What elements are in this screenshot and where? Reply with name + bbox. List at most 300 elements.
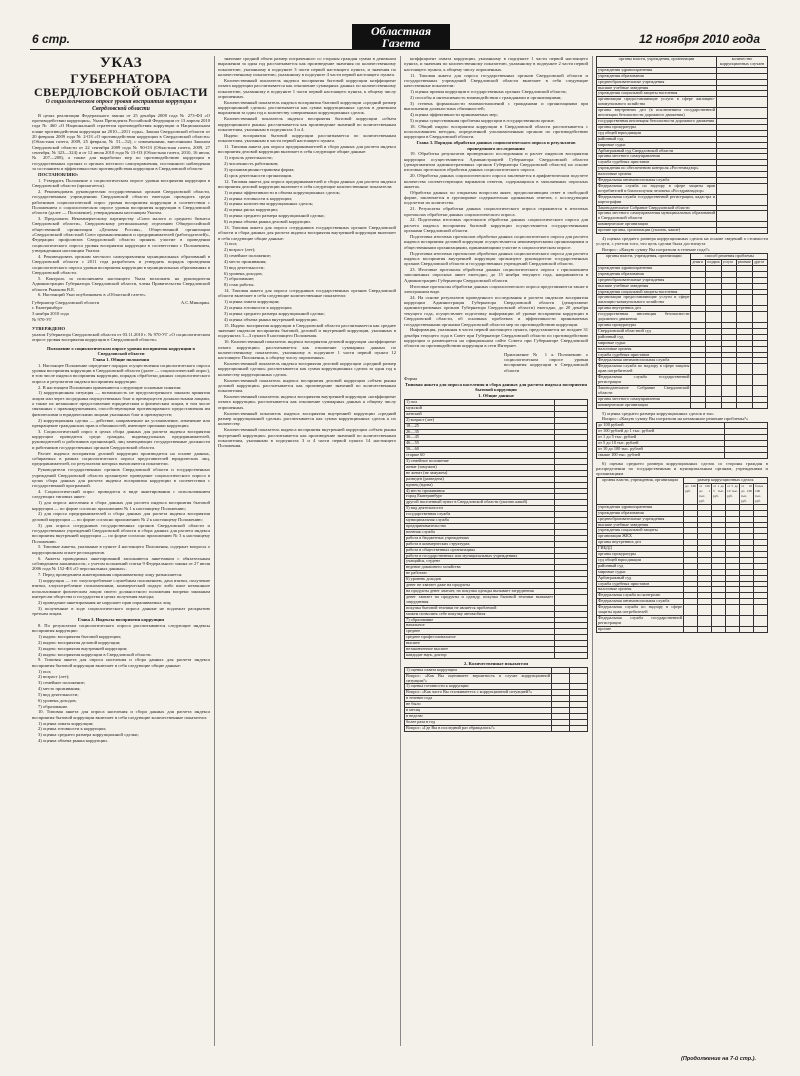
row-value [726,616,740,627]
column-4 [596,56,768,1036]
row-label: Федеральная антимонопольная служба [597,178,717,184]
row-label: работа в бюджетных учреждениях [405,535,555,541]
row-label: 4) место проживания [405,488,555,494]
reg-para: Индекс восприятия бытовой коррупции рассчитывается по количественным показателям, указанным в части первой настоящего пункта. [218,132,396,144]
row-value [721,375,736,386]
row-label: работа в коммерческих структурах [405,541,555,547]
form-label: Форма [404,376,418,382]
reg-para: 4) место проживания; [224,258,267,264]
row-label: муниципальная служба [405,518,555,524]
row-label: среднеобразовательные учреждения [597,277,691,283]
reg-para: 1) коррупционная ситуация — возможность не предусмотренного законом принятия лицом или через посредника имущественных благ и преимуществ должностными лицами, а также их незаконное предоставление юридическим и физическим лицам, в том числе связанных с правонарушениями, способствующими противоправного предоставления им физическими и юридическими лицами указанных благ и преимуществ; [32,390,210,417]
reg-para: Количественный показатель индекса восприятия бытовой коррупции «средний размер коррупционной сделки» рассчитывается как сумма коррупционных сделок в денежном выражении за один год к количеству совершенных коррупционных сделок. [218,99,396,116]
row-label: высшее [405,641,555,647]
row-value [706,295,721,306]
row-label: районный суд [597,563,684,569]
row-label: в течение года [405,696,552,702]
reg-para: 3. Социологический опрос в целях сбора данных для расчета индекса восприятия коррупции проводится среди граждан, индивидуальных предпринимателей, руководителей и работников организаций, лиц замещающих государственные должности и работников государственных органов Свердловской области. [32,428,210,450]
row-label: учреждения здравоохранения [597,67,717,73]
row-value [698,626,712,632]
size-column-header: другое [753,260,768,266]
reg-para: 18. Общий индекс восприятия коррупции в Свердловской области рассчитывается с использованием методик, определенной уполномоченным органом по противодействию коррупции в Свердловской области. [404,123,588,140]
row-value [736,312,752,323]
row-value [754,626,768,632]
table-row [405,673,588,684]
row-label: в неделю [405,713,552,719]
decree-title-2: ГУБЕРНАТОРА [70,70,172,86]
reg-para: 2) коррупционная сделка — действие, направленное на установление, изменение или прекращение гражданских прав и обязанностей, имеющее признаки коррупции; [32,417,210,428]
decree-ordering-word: ПОСТАНОВЛЯЮ: [38,171,79,177]
reg-para: 3) семейное положение; [224,253,272,259]
reg-para: 3) организационно-правовая форма; [224,166,295,172]
row-label: Федеральная служба по контролю [597,593,684,599]
reg-para: 22. Подготовка итоговых протоколов обработки данных социологического опроса для расчета индекса восприятия бытовой коррупции осуществляется государственными органами Свердловской области. [404,217,588,234]
row-value [706,402,721,408]
row-label: мировые судьи [597,142,717,148]
reg-para: 4) оценка эффективности принимаемых мер; [410,111,498,117]
sum-label: от 100 рублей до 1 тыс. рублей [597,429,725,435]
row-label: город Екатеринбург [405,494,555,500]
reg-para: 2) для опроса предпринимателей и сбора данных для расчета индекса восприятия деловой коррупции — по форме согласно приложению № 2 к настоящему Положению; [32,511,210,522]
row-label: учреждения здравоохранения [597,265,691,271]
reg-para: значение средний объем размер потраченного со стороны граждан сумма в денежном выражении за один год рассчитывается как произведение значения по количественному показателю, указанному в подпункте 3 части первой настоящего пункта, и значения по количественному показателю, указанному в подпункте 4 части первой настоящего пункта. [218,56,396,78]
row-label: 36—45 [405,435,555,441]
question-5-sub: Вопрос: «Какую сумму Вы потратили на незаконное решение проблемы?» [602,416,749,422]
row-label: Арбитражный суд [597,575,684,581]
table-row [597,626,768,632]
row-value [552,725,570,731]
logo-line2: Газета [381,36,421,50]
row-label: служба судебных приставов [597,352,691,358]
row-label: работа в общественных организациях [405,547,555,553]
reg-para: 4) срок деятельности организации. [224,172,293,178]
row-value [552,673,570,684]
row-label: ведение домашнего хозяйства [405,565,555,571]
row-value [706,312,721,323]
reg-para: 3) оценка среднего размера коррупционной сделки; [38,732,139,738]
table-row [405,725,588,731]
question-4: 4) оценка среднего размера коррупционных сделок на основе сведений о стоимости услуги, с учетом того, что цель сделки была достигнута [596,236,768,247]
row-label: высшие учебные заведения [597,283,691,289]
organizations-table [596,56,768,234]
reg-para: 15. Индекс восприятия коррупции в Свердловской области рассчитывается как среднее значение индексов восприятия бытовой, деловой и внутренней коррупции, указанных в подпунктах 1—3 пункта 8 настоящего Положения. [218,322,396,339]
row-label: Вопрос: «Как часто Вы сталкиваетесь с коррупционной ситуацией?» [405,690,552,696]
signer-name: А.С.Мишарин. [180,299,210,305]
decree-para: 6. Настоящий Указ опубликовать в «Областной газете». [38,292,147,298]
appendix-note: Приложение № 1 к Положению о социологическом опросе уровня восприятия коррупции в Свердловской области [504,351,588,373]
row-label: органы внутренних дел [597,540,684,546]
table-row [597,108,768,119]
size-column-header: от 10 до 100 тыс. руб. [741,484,752,503]
row-label: органы местного самоуправления [597,396,691,402]
reg-para: 1) оценка эффективности и объема коррупционных сделок; [224,189,341,195]
row-label: более раза в год [405,719,552,725]
row-value [706,375,721,386]
row-label: не работаю [405,571,555,577]
row-label: налоговые органы [597,587,684,593]
size-column-header: до 100 руб. [684,484,698,505]
row-value [721,385,736,396]
row-value [706,385,721,396]
row-value [570,673,588,684]
row-label: коммерческие организации [597,402,691,408]
column-divider [592,56,593,1046]
size-column-header: от 100 до 1 тыс. руб. [699,484,710,503]
reg-para: 5) вид деятельности; [224,264,265,270]
row-label: коммерческие организации [597,222,717,228]
reg-para: 3) для опроса сотрудников государственных органов Свердловской области и государственных учреждений Свердловской области и сбора данных для расчета индекса восприятия внутренней коррупции — по форме согласно приложению № 3 к настоящему Положению. [32,522,210,544]
reg-para: 2) проведение анкетирования не нарушает прав опрашиваемых лиц; [38,599,172,605]
approved-label: УТВЕРЖДЕНО [32,326,66,332]
row-value [691,312,706,323]
size-column-header: деньги [691,260,706,266]
reg-para: 8. По результатам социологического опроса рассчитываются следующие индексы восприятия коррупции: [32,622,210,634]
table-header-org: органы власти, учреждения, организации [597,254,691,266]
reg-para: Обработка данных по открытым вопросам анкет, предполагающим ответ в свободной форме, заключается в группировке содержательно одинаковых ответов, с последующим подсчетом их количества. [404,189,588,206]
reg-para: 13. Типовая анкета для опроса сотрудников государственных органов Свердловской области и сбора данных для расчета индекса восприятия внутренней коррупции включает в себя следующие общие данные: [218,224,396,241]
reg-para: 14. Типовая анкета для опроса сотрудников государственных органов Свердловской области включает в себя следующие количественные показатели: [218,288,396,299]
row-value [717,211,768,222]
row-label: учреждения образования [597,510,684,516]
sums-table [596,422,768,458]
reg-para: Количественный показатель индекса восприятия бытовой коррупции «объем коррупционного рынка» рассчитывается как произведение значений по количественным показателям, указанным в подпунктах 3 и 4. [218,116,396,132]
row-value [712,605,726,616]
row-label: мировые судьи [597,569,684,575]
decree-subtitle: О социологическом опросе уровня восприятия коррупции в Свердловской области [45,99,197,112]
row-label: не женат (не замужем) [405,470,555,476]
reg-para: Итоговые протоколы обработки данных социологического опроса представляются также в электронном виде. [404,283,588,294]
row-value [753,402,768,408]
reg-para: Подготовка итоговых протоколов обработки данных социологического опроса для расчета индекса восприятия деловой коррупции осуществляется некоммерческими организациями и общественными организациями, принимающими участие в социологическом опросе. [404,234,588,250]
row-value [753,375,768,386]
row-label: Вопрос: «Как Вы оцениваете вероятность в случае коррупционной ситуации?» [406,672,550,683]
row-label: учреждения образования [597,271,691,277]
row-label: предпринимательство [405,524,555,530]
row-label: служба судебных приставов [597,581,684,587]
row-label: суд общей юрисдикции [597,557,684,563]
reg-para: коэффициент охвата коррупции, указанному в подпункте 1 части первой настоящего пункта, и значения по количественному показателю, указанному в подпункте 2 части первой настоящего пункта, к общему числу опрошенных. [404,56,588,72]
decree-para: 2. Рекомендовать руководителям государственных органов Свердловской области, государственным учреждениям Свердловской области ежегодно проводить среди работников социологический опрос уровня восприятия коррупции в соответствии с Положением о социологическом опросе уровня восприятия коррупции в Свердловской области (далее — Положение), утвержденным настоящим Указом. [32,188,210,216]
table-row [597,97,768,108]
row-label: не было [405,702,552,708]
row-label: налоговые органы [597,172,717,178]
reg-para: 2) возраст (лет); [38,674,70,680]
table-row [597,452,768,458]
row-label: Федеральная служба по надзору в сфере защиты прав потребителей и благополучия человека «Росздравнадзор» [598,182,715,193]
reg-para: 4. Социологический опрос проводится в виде анкетирования с использованием следующих типовых анкет: [32,489,210,500]
reg-para: 12. Типовая анкета для опроса предпринимателей и сбора данных для расчета индекса восприятия деловой коррупции включает в себя следующие количественные показатели: [218,178,396,189]
row-label: органы прокуратуры [597,552,684,558]
row-label: Законодательное Собрание Свердловской области [597,205,717,211]
row-label: высшие учебные заведения [597,522,684,528]
row-value [736,402,752,408]
row-value [753,295,768,306]
row-value [753,364,768,375]
reg-para: Руководители государственных органов Свердловской области и государственных учреждений Свердловской области организуют проведение социологического опроса в целях сбора данных для расчета индекса восприятия коррупции в соответствии с государственной программой. [32,467,210,489]
row-label: 1) оценка охвата коррупции [405,667,552,673]
size-column-header: подарок [707,260,720,265]
issue-date: 12 ноября 2010 года [638,32,760,46]
row-label: среднеобразовательные учреждения [597,516,684,522]
row-value [754,616,768,627]
row-label: покупка бытовой техники не является проблемой [405,605,555,611]
reg-para: 8) стаж работы. [224,282,255,288]
reg-para: 7) образование. [38,703,69,709]
row-label: 1) пол [405,399,555,405]
table-row [597,312,768,323]
row-label: прочие органы, организации (указать, какие) [597,228,717,234]
row-value [691,375,706,386]
reg-para: 1) пол; [38,668,52,674]
table-row [597,616,768,627]
question-5: 5) оценка среднего размера коррупционных сделок в тыс. [602,410,715,416]
reg-para: 23. Итоговые протоколы обработки данных социологического опроса с приложением заполненных опросных анкет ежегодно, до 15 ноября текущего года, направляются в Администрацию Губернатора Свердловской области. [404,267,588,283]
row-label: органы внутренних дел (в исключением государственной инспекции безопасности дорожного движения) [598,107,715,118]
table-header-org: органы власти, учреждения, организации [597,478,684,505]
row-value [691,385,706,396]
row-label: кандидат наук, доктор [405,652,555,658]
question-6: 6) оценка среднего размера коррупционных сделок со стороны граждан в распределении по государственным и муниципальным органам, учреждениям и организациям [596,460,768,477]
table-row [597,605,768,616]
row-label: Федеральная служба по надзору в сфере защиты прав потребителей [598,604,682,615]
reg-para: 24. На основе результатов проведенного исследования и расчета индексов восприятия коррупции Администрация Губернатора Свердловской области (департамент административных органов Губернатора Свердловской области) ежегодно, до 20 декабря текущего года, осуществляет подготовку информации об уровне восприятия коррупции в Свердловской области, об основных проблемах и эффективности принимаемых государственными органами Свердловской области мер по противодействию коррупции. [404,294,588,327]
row-label: 5) вид деятельности [405,506,555,512]
row-label: учащийся, студент [405,559,555,565]
row-value [570,725,588,731]
decree-para: 3. Предложить Некоммерческому партнерству «Союз малого и среднего бизнеса Свердловской области», Свердловскому региональному отделению Общероссийской общественной организации «Деловая Россия», Общественной организации «Свердловский областной Союз промышленников и предпринимателей (работодателей)», Федерации профсоюзов Свердловской области принять участие в проведении социологического опроса уровня восприятия коррупции в соответствии с Положением, утвержденным настоящим Указом. [32,216,210,254]
row-value [717,194,768,205]
signer-role: Губернатор Свердловской области [32,299,100,305]
row-label: 2) возраст (лет) [405,417,555,423]
reg-para: 2) численность работников; [224,161,279,167]
reg-para: 21. Результаты обработки данных социологического опроса отражаются в итоговых протоколах обработки данных социологического опроса. [404,206,588,217]
size-column-header: более 100 тыс. руб. [754,484,768,505]
logo-line1: Областная [370,24,432,38]
reg-para: 9. Типовая анкета для опроса населения и сбора данных для расчета индекса восприятия бытовой коррупции включает в себя следующие общие данные: [32,657,210,668]
row-value [717,228,768,234]
row-value [717,108,768,119]
row-label: работа в государственных или муниципальных учреждениях [405,553,555,559]
reg-para: 4) индекс восприятия коррупции в Свердловской области. [38,651,152,657]
reg-para: 1) оценка причин коррупции в государственных органах Свердловской области; [410,89,567,95]
row-label: Свердловский областной суд [597,328,691,334]
table-row [597,385,768,396]
row-label: вдовец (вдова) [405,482,555,488]
row-label: женат (замужем) [405,464,555,470]
row-value [684,605,698,616]
decree-para: 4. Рекомендовать органам местного самоуправления муниципальных образований в Свердловской области с 2011 года разработать и утвердить порядок проведения социологического опроса уровня восприятия коррупции в муниципальных образованиях в Свердловской области. [32,253,210,275]
row-value [555,594,588,605]
reg-para: Информация, указанная в части первой настоящего пункта, представляется не позднее 31 декабря текущего года в Совет при Губернаторе Свердловской области по противодействию коррупции и размещается на официальном сайте Совета при Губернаторе Свердловской области по противодействию коррупции в сети Интернет. [404,327,588,349]
row-label: денег хватает на продукты и одежду, покупка бытовой техники вызывает затруднения [406,593,553,604]
table-row [597,402,768,408]
row-label: незаконченное высшее [405,647,555,653]
method-table [596,253,768,408]
decree-para: 5. Контроль за исполнением настоящего Указа возложить на руководителя Администрации Губернатора Свердловской области, члена Правительства Свердловской области Рыжкова В.Е. [32,275,210,292]
row-label: мужской [405,405,555,411]
row-label: налоговые органы [597,346,691,352]
header-divider [30,49,766,50]
reg-para: 2) возраст (лет); [224,247,256,253]
table-row [597,364,768,375]
row-value [753,385,768,396]
table-header-method: способ решения проблемы [691,254,768,260]
row-value [736,375,752,386]
reg-para: 10. Типовая анкета для опроса населения и сбора данных для расчета индекса восприятия бытовой коррупции включает в себя следующие количественные показатели: [32,709,210,720]
row-label: органы местного самоуправления [597,154,717,160]
sum-value [725,452,768,458]
row-label: Федеральная служба государственной регистрации, кадастра и картографии [598,193,715,204]
row-label: учреждения здравоохранения [597,504,684,510]
row-label: другой населенный пункт в Свердловской области (указать какой) [405,500,555,506]
reg-para: 6) уровень доходов; [38,697,77,703]
row-label: денег не хватает даже на продукты [405,583,555,589]
row-label: Федеральная антимонопольная служба [597,358,691,364]
row-label: среднее [405,629,555,635]
column-1 [32,56,210,1048]
row-label: учреждения по обеспечению контроля «Ростехнадзор» [597,166,717,172]
row-label: начальное [405,623,555,629]
row-label: Федеральная служба государственной регистрации [598,374,690,385]
sign-number: № 970-УГ [32,316,52,322]
reg-para: 4) оценка объема рынка внутренней коррупции. [224,316,318,322]
column-2 [218,56,396,1048]
row-label: среднеобразовательные учреждения [597,79,717,85]
row-label: организации ЖКХ [597,534,684,540]
reg-para: Количественный показатель индекса восприятия внутренней коррупции «объем рынка внутренней коррупции» рассчитывается как произведение значений по количественным показателям, указанным в подпунктах 3 и 4 части первой пункта 14 настоящего Положения. [218,427,396,449]
reg-para: 5) оценка существования проблемы коррупции в государственном органе. [410,117,555,123]
reg-para: 7) образование; [224,276,255,282]
table-row [597,194,768,205]
row-label: учреждения социальной защиты [597,528,684,534]
row-label: можем позволить себе покупку автомобиля [405,611,555,617]
row-label: Федеральная антимонопольная служба [597,599,684,605]
reg-para: 11. Типовая анкета для опроса государственных органов Свердловской области и государственных учреждений Свердловской области включает в себя следующие качественные показатели: [404,72,588,89]
regulation-title: Положение о социологическом опросе уровня восприятия коррупции в Свердловской области [46,345,196,356]
page-number: 6 стр. [32,32,71,46]
row-value [740,626,754,632]
row-label: органы внутренних дел [597,306,691,312]
row-label: 56—60 [405,447,555,453]
table-header-size: размер коррупционных сделок [684,478,768,484]
row-label: организации предоставляющие услуги в сфере жилищно-коммунального хозяйства [598,96,715,107]
reg-para: 2) способы и интенсивность взаимодействия с гражданами и организациями; [410,94,562,100]
row-value [726,626,740,632]
row-label: старше 60 [405,453,555,459]
row-label: среднее профессиональное [405,635,555,641]
reg-para: 1) коррупция — это злоупотребление служебным положением, дача взятки, получение взятки, злоупотребление полномочиями, коммерческий подкуп либо иное незаконное использование физическим лицом своего должностного положения вопреки законным интересам общества и государства в целях получения выгоды; [32,578,210,600]
continued-note: (Продолжение на 7-й стр.). [681,1056,756,1062]
table-row [597,375,768,386]
row-value [740,605,754,616]
row-value [721,295,736,306]
reg-para: 1) для опроса населения и сбора данных для расчета индекса восприятия бытовой коррупции — по форме согласно приложению № 1 к настоящему Положению; [32,500,210,511]
reg-para: 3) полученные в ходе социологического опроса данные не подлежат раскрытию третьим лицам. [32,605,210,617]
sum-label: от 5 до 10 тыс. рублей [597,441,725,447]
row-label: мировые судьи [597,340,691,346]
row-label: 1) оценка готовности к коррупции [405,684,552,690]
reg-para: 5) оценка среднего размера коррупционной сделки; [224,213,325,219]
sum-label: свыше 100 тыс. рублей [597,452,725,458]
reg-para: 6. Анкеты проводимых анкетирований заполняются анкетчиком с обязательным соблюдением анонимности, с учетом положений статьи 9 Федерального закона от 27 июля 2006 года № 152-ФЗ «О персональных данных». [32,555,210,572]
column-divider [214,56,215,1046]
row-value [754,605,768,616]
reg-para: Количественный показатель индекса восприятия внутренней коррупции «коэффициент охвата коррупции» рассчитывается как отношение суммарных данных к общему числу опрошенных. [218,394,396,410]
row-label: Вопрос: «Где Вы в последний раз обращались?» [405,725,552,731]
row-label: 26—35 [405,429,555,435]
chapter-3-title: Глава 3. Порядок обработки данных социологического опроса и результатов проведенного исследования [416,140,576,151]
row-label: женский [405,411,555,417]
row-value [698,605,712,616]
reg-para: Расчет индекса восприятия деловой коррупции производится на основе данных, собираемых в рамках социологического опроса представителей юридических лиц, предпринимателей, по результатам которых вычисляются показатели. [32,450,210,467]
reg-para: 5) вид деятельности; [38,691,79,697]
reg-para: 16. Количественный показатель индекса восприятия деловой коррупции «коэффициент охвата коррупции» рассчитывается как отношение суммарных данных по количественному показателю, указанному в подпункте 1 части первой пункта 12 настоящего Положения, к общему числу опрошенных. [218,339,396,361]
row-label: государственная служба [405,512,555,518]
reg-para: 4) оценка объема рынка коррупции. [38,738,108,744]
row-label: государственная инспекция безопасности дорожного движения [598,311,690,322]
row-value [721,402,736,408]
reg-para: 2. В настоящем Положении применяются следующие основные понятия: [38,384,182,390]
row-label: учреждения социальной защиты населения [597,91,717,97]
row-value [684,616,698,627]
decree-title-1: УКАЗ [99,56,143,71]
row-label: Федеральная служба по надзору в сфере защиты прав потребителей [598,363,690,374]
section-1-title: 1. Общие данные [478,393,514,399]
row-label: 3) семейное положение [405,459,555,465]
size-column-header: от 1 до 5 тыс. руб. [712,484,726,505]
size-table [596,477,768,632]
row-label: учреждения социальной защиты населения [597,289,691,295]
row-label: в месяц [405,708,552,714]
reg-para: 1) индекс восприятия бытовой коррупции; [38,633,122,639]
table-row [597,183,768,194]
row-value [736,385,752,396]
reg-para: 3) индекс восприятия внутренней коррупции; [38,645,128,651]
row-value [717,183,768,194]
row-value [698,616,712,627]
row-label: высшие учебные заведения [597,85,717,91]
reg-para: 11. Типовая анкета для опроса предпринимателей и сбора данных для расчета индекса восприятия деловой коррупции включает в себя следующие общие данные: [218,144,396,155]
column-divider [400,56,401,1046]
table-header-org: органы власти, учреждения, организации [597,57,717,68]
column-3 [404,56,588,1048]
form-title: Типовая анкета для опроса населения и сбора данных для расчета индекса восприятия бытовой коррупции [405,381,587,393]
row-value [691,364,706,375]
row-label: служба судебных приставов [597,160,717,166]
table-row [405,652,588,658]
row-label: прочие [597,626,684,632]
reg-para: 6) оценка объема рынка деловой коррупции. [224,218,311,224]
reg-para: 2) оценка готовности к коррупции; [224,195,293,201]
reg-para: Количественный показатель индекса восприятия деловой коррупции «средний размер коррупционной сделки» рассчитывается как сумма коррупционных сделок за один год к количеству коррупционных сделок. [218,361,396,377]
reg-para: 1) отрасль деятельности; [224,155,273,161]
general-data-table [404,399,588,659]
sum-label: от 10 до 100 тыс. рублей [597,446,725,452]
reg-para: Количественный показатель индекса восприятия бытовой коррупции коэффициент охвата коррупции рассчитывается как отношение суммарных данных по количественному показателю, указанному в подпункте 1 части первой настоящего пункта, к общему числу опрошенных. [218,77,396,99]
row-value [740,616,754,627]
row-label: разведен (разведена) [405,476,555,482]
row-label: районный суд [597,136,717,142]
row-label: органы прокуратуры [597,323,691,329]
size-column-header: от 5 до 10 тыс. руб. [726,484,740,505]
decree-title-3: СВЕРДЛОВСКОЙ ОБЛАСТИ [34,84,208,99]
chapter-1-title: Глава 1. Общие положения [92,356,150,362]
reg-para: 1) пол; [224,241,238,247]
reg-para: 6) уровень доходов; [224,270,263,276]
reg-para: Количественный показатель индекса восприятия внутренней коррупции «средний размер коррупционной сделки» рассчитывается как сумма коррупционных сделок к их количеству. [218,410,396,427]
size-column-header: решение [737,260,751,265]
row-label: 18—25 [405,423,555,429]
